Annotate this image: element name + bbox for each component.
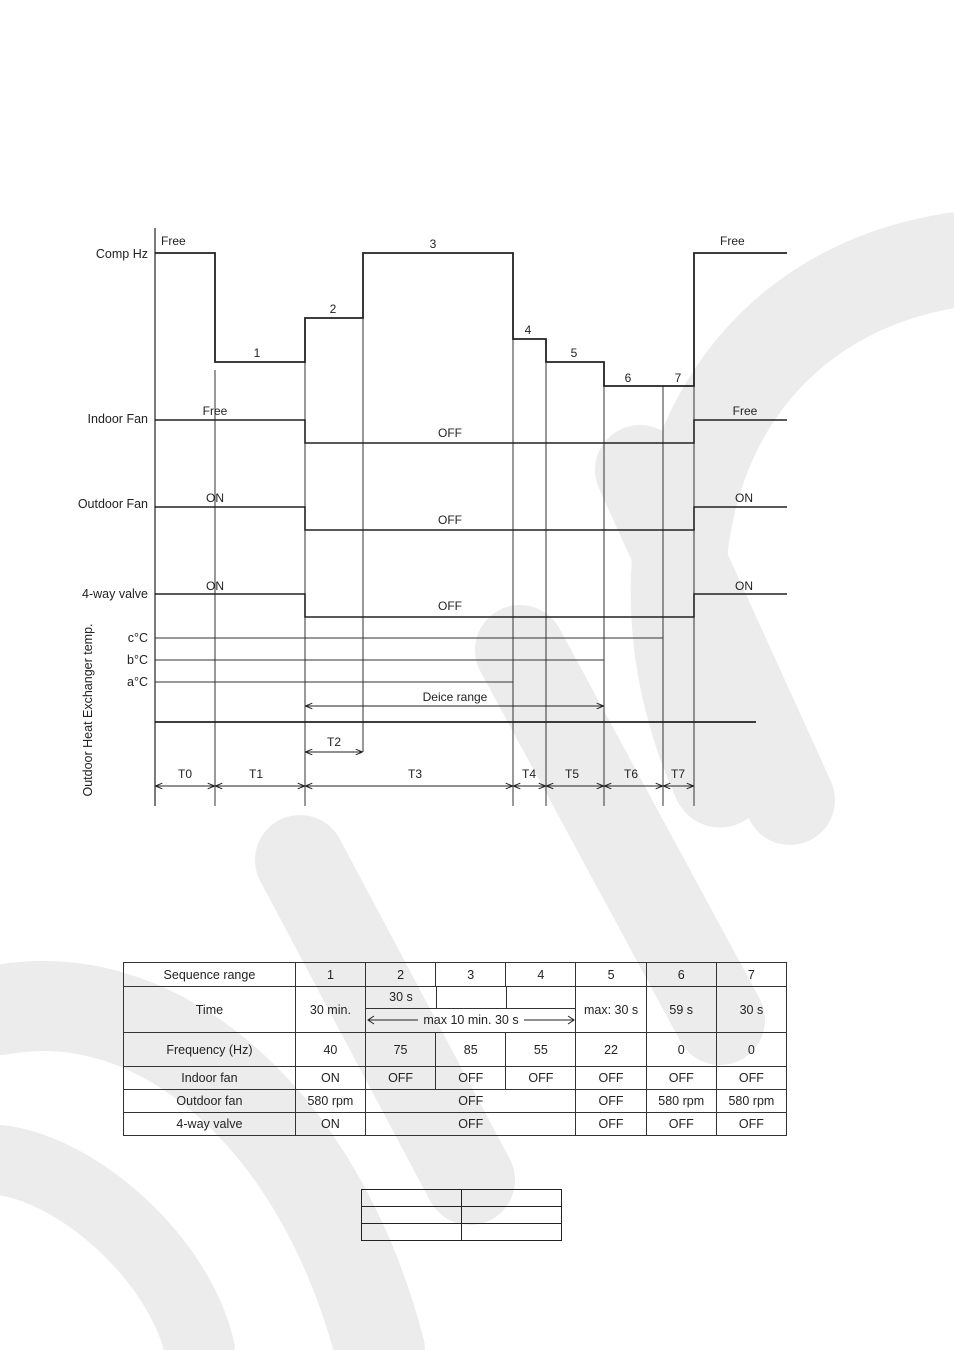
blank-cell bbox=[462, 1190, 562, 1207]
outdoor-fan-c1: 580 rpm bbox=[295, 1090, 365, 1113]
valve-c7: OFF bbox=[716, 1113, 786, 1136]
blank-table bbox=[361, 1189, 562, 1241]
time-c6: 59 s bbox=[646, 987, 716, 1033]
blank-cell bbox=[362, 1190, 462, 1207]
table-row bbox=[362, 1190, 562, 1207]
time-label: Time bbox=[124, 987, 296, 1033]
blank-cell bbox=[362, 1224, 462, 1241]
valve-on-left: ON bbox=[206, 579, 224, 593]
frequency-label: Frequency (Hz) bbox=[124, 1033, 296, 1067]
outdoor-fan-c7: 580 rpm bbox=[716, 1090, 786, 1113]
valve-off: OFF bbox=[438, 599, 462, 613]
comp-step-2: 2 bbox=[329, 302, 337, 316]
time-span-cell bbox=[365, 987, 575, 1033]
outdoor-on-left: ON bbox=[206, 491, 224, 505]
interval-t5: T5 bbox=[564, 767, 580, 781]
outdoor-fan-c5: OFF bbox=[576, 1090, 646, 1113]
comp-step-5: 5 bbox=[570, 346, 578, 360]
label-outdoor-fan: Outdoor Fan bbox=[77, 497, 148, 511]
temp-label-a: a°C bbox=[127, 675, 148, 689]
outdoor-fan-c6: 580 rpm bbox=[646, 1090, 716, 1113]
frequency-c6: 0 bbox=[646, 1033, 716, 1067]
time-c1: 30 min. bbox=[295, 987, 365, 1033]
table-row bbox=[124, 987, 787, 1033]
outdoor-off: OFF bbox=[438, 513, 462, 527]
time-span-label: max 10 min. 30 s bbox=[423, 1013, 519, 1027]
blank-cell bbox=[462, 1224, 562, 1241]
comp-hz-waveform bbox=[155, 253, 787, 386]
header-col-6: 6 bbox=[646, 963, 716, 987]
temp-label-c: c°C bbox=[127, 631, 148, 645]
time-c5: max: 30 s bbox=[576, 987, 646, 1033]
frequency-c4: 55 bbox=[506, 1033, 576, 1067]
outdoor-fan-waveform bbox=[155, 507, 787, 530]
blank-cell bbox=[462, 1207, 562, 1224]
frequency-c5: 22 bbox=[576, 1033, 646, 1067]
sequence-table bbox=[123, 962, 787, 1136]
outdoor-fan-label: Outdoor fan bbox=[124, 1090, 296, 1113]
outdoor-on-right: ON bbox=[735, 491, 753, 505]
table-row bbox=[124, 1033, 787, 1067]
comp-free-right: Free bbox=[720, 234, 745, 248]
comp-step-1: 1 bbox=[253, 346, 261, 360]
blank-cell bbox=[362, 1207, 462, 1224]
valve-label: 4-way valve bbox=[124, 1113, 296, 1136]
indoor-fan-waveform bbox=[155, 420, 787, 443]
time-c7: 30 s bbox=[716, 987, 786, 1033]
frequency-c2: 75 bbox=[365, 1033, 435, 1067]
interval-t7: T7 bbox=[670, 767, 686, 781]
deice-range-label: Deice range bbox=[422, 690, 488, 704]
table-row bbox=[124, 1090, 787, 1113]
comp-step-4: 4 bbox=[524, 323, 532, 337]
label-comp-hz: Comp Hz bbox=[95, 247, 148, 261]
indoor-fan-label: Indoor fan bbox=[124, 1067, 296, 1090]
indoor-fan-c5: OFF bbox=[576, 1067, 646, 1090]
indoor-free-left: Free bbox=[202, 404, 228, 418]
frequency-c1: 40 bbox=[295, 1033, 365, 1067]
indoor-fan-c6: OFF bbox=[646, 1067, 716, 1090]
header-col-3: 3 bbox=[436, 963, 506, 987]
indoor-free-right: Free bbox=[732, 404, 758, 418]
header-col-7: 7 bbox=[716, 963, 786, 987]
interval-t0: T0 bbox=[177, 767, 193, 781]
t2-label: T2 bbox=[326, 735, 342, 749]
valve-on-right: ON bbox=[735, 579, 753, 593]
frequency-c3: 85 bbox=[436, 1033, 506, 1067]
header-col-4: 4 bbox=[506, 963, 576, 987]
header-col-1: 1 bbox=[295, 963, 365, 987]
indoor-off: OFF bbox=[438, 426, 462, 440]
interval-t4: T4 bbox=[521, 767, 537, 781]
table-row bbox=[124, 963, 787, 987]
valve-span: OFF bbox=[365, 1113, 575, 1136]
interval-t6: T6 bbox=[623, 767, 639, 781]
comp-step-3: 3 bbox=[429, 237, 437, 251]
temp-label-b: b°C bbox=[127, 653, 148, 667]
comp-step-7: 7 bbox=[674, 371, 682, 385]
header-col-5: 5 bbox=[576, 963, 646, 987]
header-col-2: 2 bbox=[365, 963, 435, 987]
comp-step-6: 6 bbox=[624, 371, 632, 385]
label-indoor-fan: Indoor Fan bbox=[87, 412, 148, 426]
frequency-c7: 0 bbox=[716, 1033, 786, 1067]
label-outdoor-temp: Outdoor Heat Exchanger temp. bbox=[81, 623, 95, 797]
valve-c6: OFF bbox=[646, 1113, 716, 1136]
indoor-fan-c1: ON bbox=[295, 1067, 365, 1090]
interval-t3: T3 bbox=[407, 767, 423, 781]
table-row bbox=[362, 1207, 562, 1224]
table-row bbox=[362, 1224, 562, 1241]
time-c2-top: 30 s bbox=[389, 990, 413, 1004]
valve-c5: OFF bbox=[576, 1113, 646, 1136]
header-sequence-range: Sequence range bbox=[124, 963, 296, 987]
label-4-way-valve: 4-way valve bbox=[82, 587, 148, 601]
indoor-fan-c3: OFF bbox=[436, 1067, 506, 1090]
indoor-fan-c4: OFF bbox=[506, 1067, 576, 1090]
indoor-fan-c7: OFF bbox=[716, 1067, 786, 1090]
valve-waveform bbox=[155, 594, 787, 617]
interval-t1: T1 bbox=[248, 767, 264, 781]
table-row bbox=[124, 1067, 787, 1090]
indoor-fan-c2: OFF bbox=[365, 1067, 435, 1090]
comp-free-left: Free bbox=[161, 234, 186, 248]
table-row bbox=[124, 1113, 787, 1136]
valve-c1: ON bbox=[295, 1113, 365, 1136]
outdoor-fan-span: OFF bbox=[365, 1090, 575, 1113]
